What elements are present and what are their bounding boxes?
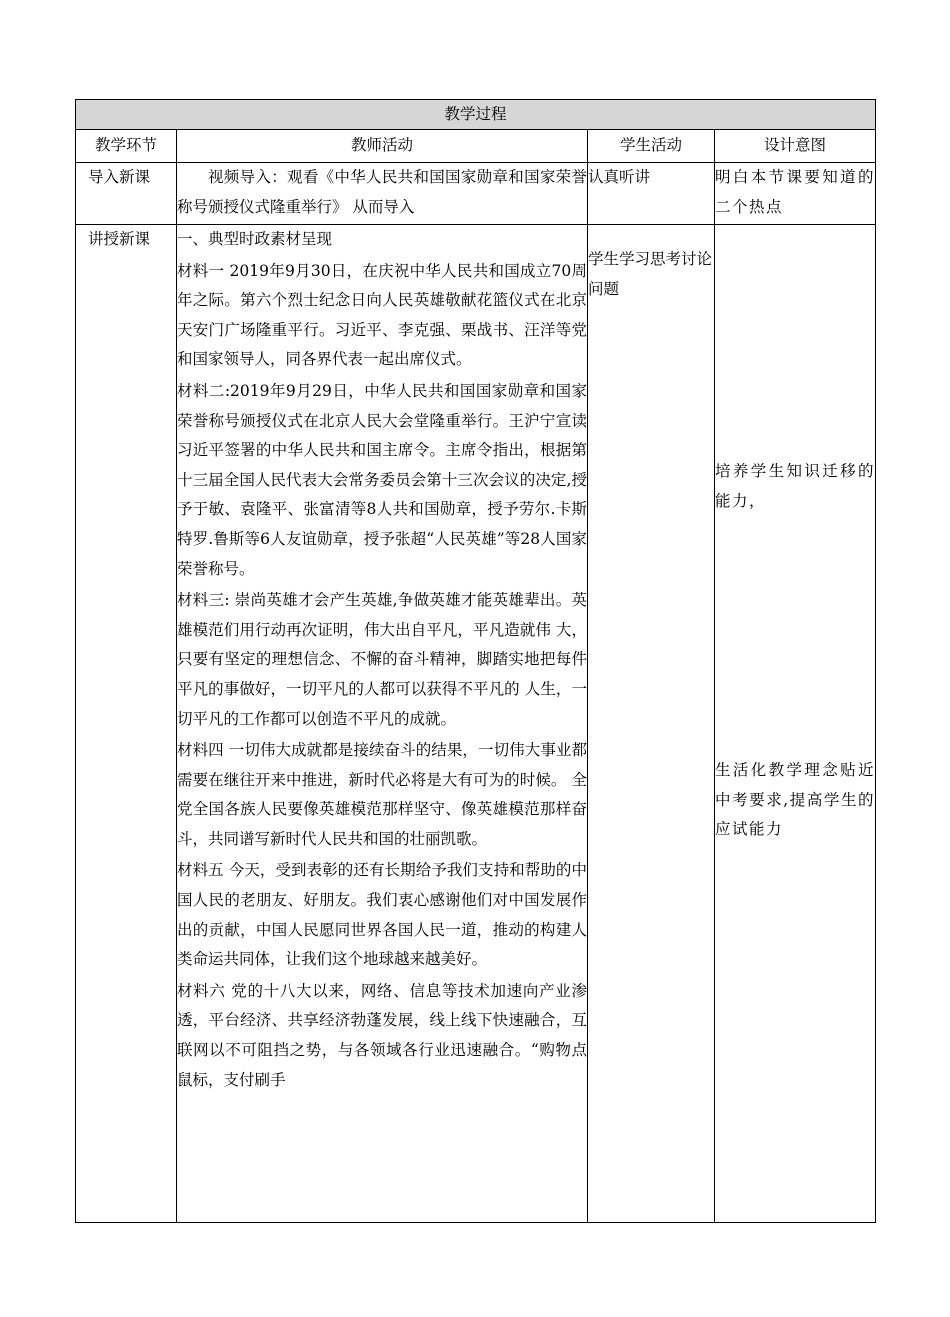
design-intent-2: 生活化教学理念贴近中考要求,提高学生的应试能力 [715, 761, 876, 839]
material-2: 材料二:2019年9月29日，中华人民共和国国家勋章和国家荣誉称号颁授仪式在北京人民大会堂隆重举行。王沪宁宣读习近平签署的中华人民共和国主席令。主席令指出，根据第十三届全国人民代表大会常务委员会第十三次会议的决定,授予于敏、袁隆平、张富清等8人共和国勋章，授予劳尔.卡斯特罗.鲁斯等6人友谊勋章，授予张超“人民英雄”等28人国家荣誉称号。 [177, 381, 587, 578]
header-stage: 教学环节 [76, 130, 177, 163]
material-heading: 一、典型时政素材呈现 [177, 230, 333, 248]
table-row-intro [76, 163, 876, 225]
intro-teacher-activity: 视频导入：观看《中华人民共和国国家勋章和国家荣誉称号颁授仪式隆重举行》 从而导入 [177, 163, 588, 225]
intro-student-activity: 认真听讲 [588, 163, 715, 225]
lecture-student-activity [588, 225, 715, 1223]
lecture-stage: 讲授新课 [76, 225, 177, 1223]
material-6: 材料六 党的十八大以来，网络、信息等技术加速向产业渗透，平台经济、共享经济勃蓬发展，线上线下快速融合，互联网以不可阻挡之势，与各领域各行业迅速融合。“购物点鼠标，支付刷手 [177, 981, 587, 1089]
header-teacher-activity: 教师活动 [177, 130, 588, 163]
design-intent-1: 培养学生知识迁移的能力， [715, 462, 876, 510]
table-title: 教学过程 [76, 100, 876, 130]
material-3: 材料三: 崇尚英雄才会产生英雄,争做英雄才能英雄辈出。英雄模范们用行动再次证明，伟大出自平凡，平凡造就伟 大，只要有坚定的理想信念、不懈的奋斗精神，脚踏实地把每件平凡的事做好，一切平凡的人都可以获得不平凡的 人生，一切平凡的工作都可以创造不平凡的成就。 [177, 591, 587, 728]
student-activity-text: 学生学习思考讨论问题 [588, 250, 713, 298]
lecture-design-intent [715, 225, 876, 1223]
header-design-intent: 设计意图 [715, 130, 876, 163]
intro-stage: 导入新课 [76, 163, 177, 225]
teaching-process-table [75, 99, 876, 1223]
intro-design-intent: 明白本节课要知道的二个热点 [715, 163, 876, 225]
header-row [76, 130, 876, 163]
lecture-teacher-activity [177, 225, 588, 1223]
material-1: 材料一 2019年9月30日，在庆祝中华人民共和国成立70周年之际。第六个烈士纪念日向人民英雄敬献花篮仪式在北京天安门广场隆重平行。习近平、李克强、栗战书、汪洋等党和国家领导人，同各界代表一起出席仪式。 [177, 261, 587, 369]
material-5: 材料五 今天，受到表彰的还有长期给予我们支持和帮助的中国人民的老朋友、好朋友。我们衷心感谢他们对中国发展作出的贡献，中国人民愿同世界各国人民一道，推动的构建人类命运共同体，让我们这个地球越来越美好。 [177, 861, 587, 969]
material-4: 材料四 一切伟大成就都是接续奋斗的结果，一切伟大事业都需要在继往开来中推进，新时代必将是大有可为的时候。 全党全国各族人民要像英雄模范那样坚守、像英雄模范那样奋斗，共同谱写新时代人民共和国的壮丽凯歌。 [177, 741, 587, 848]
header-student-activity: 学生活动 [588, 130, 715, 163]
table-row-lecture [76, 225, 876, 1223]
